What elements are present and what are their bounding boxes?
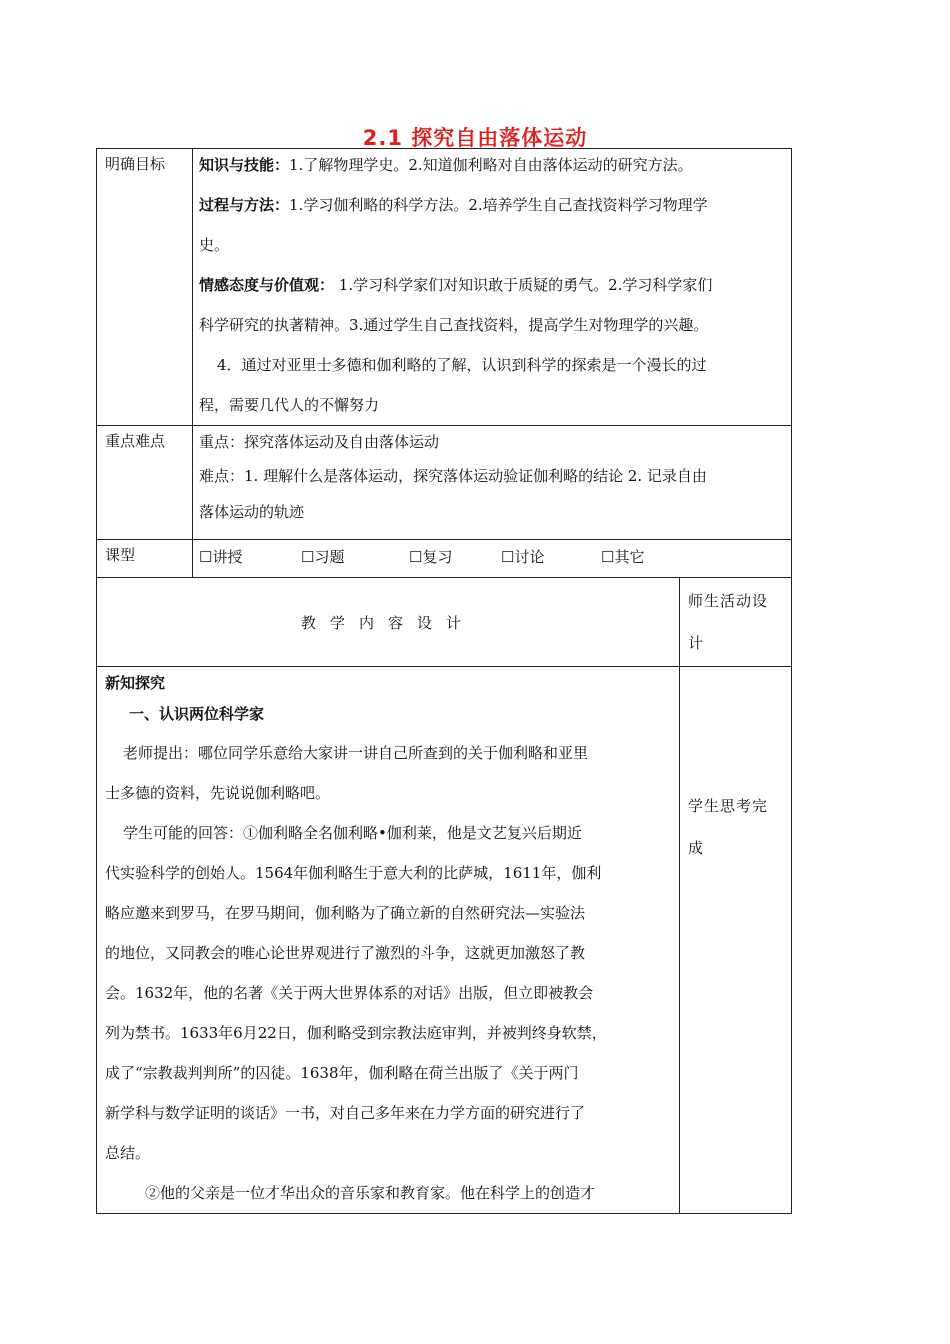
attitude-line-1	[199, 265, 785, 305]
paragraph-2-line-8: 新学科与数学证明的谈话》一书，对自己多年来在力学方面的研究进行了	[105, 1104, 586, 1122]
lesson-type-options-cell	[193, 540, 792, 578]
design-header-side-cell	[680, 578, 792, 667]
lesson-plan-table	[96, 148, 792, 1214]
section-heading	[105, 699, 673, 729]
body-side	[680, 667, 791, 871]
lesson-type-option-exercise[interactable]: ☐习题	[301, 548, 345, 566]
paragraph-2-line-7: 成了“宗教裁判判所”的囚徒。1638年，伽利略在荷兰出版了《关于两门	[105, 1064, 579, 1082]
process-label: 过程与方法：	[199, 196, 290, 214]
goals-content-cell	[193, 149, 792, 426]
body-side-cell	[680, 667, 792, 1214]
paragraph-2-line-4: 的地位，又同教会的唯心论世界观进行了激烈的斗争，这就更加激怒了教	[105, 944, 586, 962]
attitude-line-2: 科学研究的执著精神。3.通过学生自己查找资料，提高学生对物理学的兴趣。	[199, 316, 709, 334]
attitude-line-4: 程，需要几代人的不懈努力	[199, 396, 380, 414]
keypoint-line-2: 难点：1. 理解什么是落体运动，探究落体运动验证伽利略的结论 2. 记录自由	[199, 467, 707, 485]
body-side-line-2: 成	[688, 839, 705, 857]
goals-label: 明确目标	[105, 155, 166, 173]
body-content-cell	[97, 667, 680, 1214]
section-title-text: 新知探究	[105, 674, 166, 692]
process-line-1	[199, 185, 785, 225]
keypoints-label-cell	[97, 426, 193, 540]
section-title	[105, 671, 673, 695]
keypoints-label: 重点难点	[105, 432, 166, 450]
keypoint-line-3: 落体运动的轨迹	[199, 503, 305, 521]
attitude-line-3: 4．通过对亚里士多德和伽利略的了解，认识到科学的探索是一个漫长的过	[217, 356, 707, 374]
paragraph-2-line-3: 略应邀来到罗马，在罗马期间，伽利略为了确立新的自然研究法—实验法	[105, 904, 586, 922]
section-heading-text: 一、认识两位科学家	[129, 705, 265, 723]
keypoints-content-cell	[193, 426, 792, 540]
knowledge-label: 知识与技能：	[199, 156, 290, 174]
paragraph-1-line-1: 老师提出：哪位同学乐意给大家讲一讲自己所查到的关于伽利略和亚里	[123, 744, 589, 762]
design-header-content-cell	[97, 578, 680, 667]
paragraph-2-line-6: 列为禁书。1633年6月22日，伽利略受到宗教法庭审判，并被判终身软禁，	[105, 1024, 607, 1042]
paragraph-2-line-2: 代实验科学的创始人。1564年伽利略生于意大利的比萨城，1611年，伽利	[105, 864, 602, 882]
keypoint-line-1: 重点：探究落体运动及自由落体运动	[199, 433, 440, 451]
paragraph-3-line-1: ②他的父亲是一位才华出众的音乐家和教育家。他在科学上的创造才	[145, 1184, 596, 1202]
lesson-type-option-review[interactable]: ☐复习	[409, 548, 453, 566]
lesson-type-option-other[interactable]: ☐其它	[601, 548, 645, 566]
design-header-side	[680, 578, 791, 666]
paragraph-2-line-5: 会。1632年，他的名著《关于两大世界体系的对话》出版，但立即被教会	[105, 984, 594, 1002]
page-title: 2.1 探究自由落体运动	[362, 126, 588, 150]
process-text-1: 1.学习伽利略的科学方法。2.培养学生自己查找资料学习物理学	[289, 196, 708, 214]
knowledge-text: 1.了解物理学史。2.知道伽利略对自由落体运动的研究方法。	[289, 156, 693, 174]
paragraph-2-line-1: 学生可能的回答：①伽利略全名伽利略•伽利莱，他是文艺复兴后期近	[123, 824, 582, 842]
paragraph-1-line-2: 士多德的资料，先说说伽利略吧。	[105, 784, 331, 802]
design-header-side-line-1: 师生活动设	[688, 592, 769, 610]
design-header-side-line-2: 计	[688, 634, 705, 652]
lesson-type-option-discussion[interactable]: ☐讨论	[501, 548, 545, 566]
process-line-2: 史。	[199, 236, 230, 254]
attitude-label: 情感态度与价值观：	[199, 276, 335, 294]
paragraph-2-line-9: 总结。	[105, 1144, 151, 1162]
attitude-text-1: 1.学习科学家们对知识敢于质疑的勇气。2.学习科学家们	[334, 276, 713, 294]
lesson-type-label: 课型	[105, 546, 136, 564]
body-row	[97, 667, 792, 1214]
lesson-type-row	[97, 540, 792, 578]
keypoints-row	[97, 426, 792, 540]
knowledge-line	[199, 153, 785, 177]
goals-row	[97, 149, 792, 426]
lesson-type-label-cell	[97, 540, 193, 578]
goals-label-cell	[97, 149, 193, 426]
body-side-line-1: 学生思考完	[688, 797, 769, 815]
design-header-title: 教学内容设计	[300, 613, 475, 632]
lesson-type-option-lecture[interactable]: ☐讲授	[199, 548, 243, 566]
design-header-row	[97, 578, 792, 667]
